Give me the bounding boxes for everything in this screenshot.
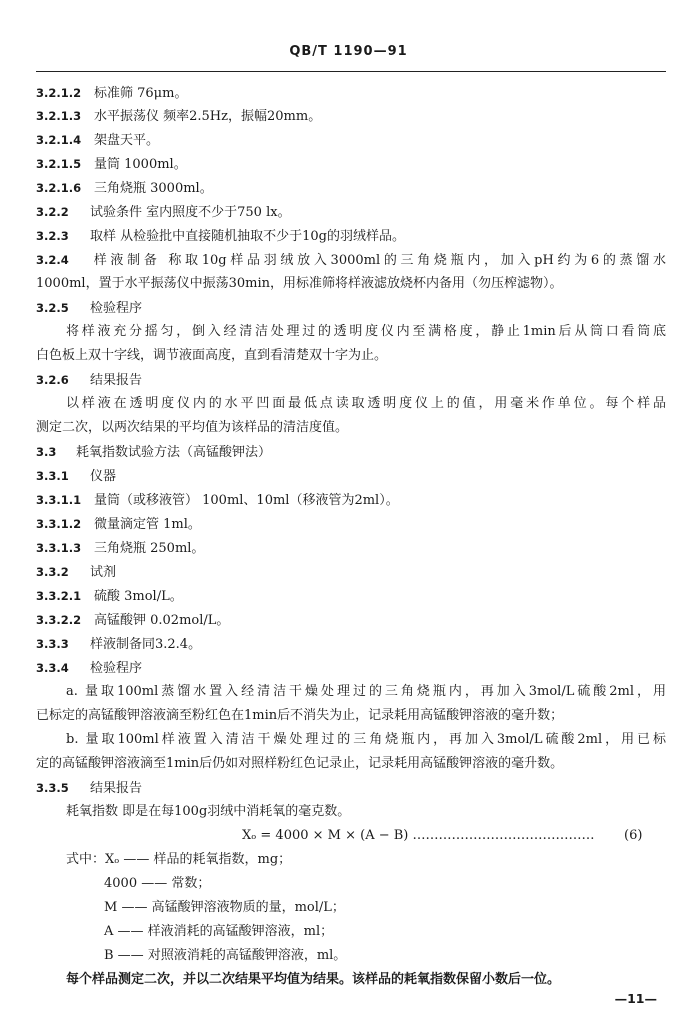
step-a-cont <box>36 707 563 725</box>
clause-number: 3.2.1.4 <box>36 133 82 147</box>
clause-number: 3.2.2 <box>36 205 69 219</box>
clause-text: 检验程序 <box>90 661 143 676</box>
paragraph-line <box>66 395 666 413</box>
clause-text: 微量滴定管 1ml。 <box>94 517 201 532</box>
equation-text: Xₒ = 4000 × M × (A − B) …………………………………… <box>242 828 595 843</box>
clause-text: 仪器 <box>90 469 117 484</box>
clause-number: 3.3.1.3 <box>36 541 82 555</box>
clause-number: 3.3.3 <box>36 637 69 651</box>
line-3-2-4-cont <box>36 275 562 293</box>
clause-number: 3.2.1.3 <box>36 109 82 123</box>
line-3-2-3 <box>36 227 405 246</box>
clause-text: 结果报告 <box>90 781 143 796</box>
clause-text: 将样液充分摇匀，倒入经清洁处理过的透明度仪内至满格度，静止1min后从筒口看筒底 <box>66 324 666 339</box>
clause-text: 水平振荡仪 频率2.5Hz，振幅20mm。 <box>94 109 322 124</box>
line-3-2-1-4 <box>36 131 159 150</box>
clause-text: 硫酸 3mol/L。 <box>94 589 183 604</box>
page-number: —11— <box>614 991 657 1006</box>
clause-text: 样液制备同3.2.4。 <box>90 637 202 652</box>
clause-text: 耗氧指数试验方法（高锰酸钾法） <box>76 445 272 460</box>
clause-number: 3.2.1.2 <box>36 86 82 100</box>
line-3-2-1-6 <box>36 179 213 198</box>
line-3-2-1-5 <box>36 155 187 174</box>
line-3-3-3 <box>36 635 201 654</box>
oxygen-index-definition <box>66 803 350 821</box>
clause-number: 3.3.2 <box>36 565 69 579</box>
line-3-3-1-2 <box>36 515 201 534</box>
line-3-2-1-2 <box>36 84 187 103</box>
clause-number: 3.3.1.1 <box>36 493 82 507</box>
clause-number: 3.3.4 <box>36 661 69 675</box>
line-3-2-2 <box>36 203 291 222</box>
where-line-a: A —— 样液消耗的高锰酸钾溶液，ml； <box>104 924 334 939</box>
line-3-3 <box>36 443 271 462</box>
clause-text: a. 量取100ml蒸馏水置入经清洁干燥处理过的三角烧瓶内，再加入3mol/L硫酸2ml，用 <box>66 684 666 699</box>
clause-text: 架盘天平。 <box>94 133 160 148</box>
clause-number: 3.2.3 <box>36 229 69 243</box>
clause-text: 定的高锰酸钾溶液滴至1min后仍如对照样粉红色记录止，记录耗用高锰酸钾溶液的毫升数。 <box>36 756 564 771</box>
clause-number: 3.3.2.2 <box>36 613 82 627</box>
header-rule <box>36 71 666 72</box>
clause-number: 3.2.4 <box>36 253 69 267</box>
clause-number: 3.3.5 <box>36 781 69 795</box>
clause-text: 测定二次，以两次结果的平均值为该样品的清洁度值。 <box>36 420 349 435</box>
clause-text: 样液制备 称取10g样品羽绒放入3000ml的三角烧瓶内，加入pH约为6的蒸馏水 <box>90 253 666 268</box>
standard-code-header: QB/T 1190—91 <box>289 44 408 59</box>
clause-number: 3.2.1.6 <box>36 181 82 195</box>
where-line-b: B —— 对照液消耗的高锰酸钾溶液，ml。 <box>104 948 347 963</box>
clause-text: 以样液在透明度仪内的水平凹面最低点读取透明度仪上的值，用毫米作单位。每个样品 <box>66 396 666 411</box>
paragraph-line <box>36 419 348 437</box>
line-3-3-1-1 <box>36 491 399 510</box>
line-3-3-2 <box>36 563 116 582</box>
where-line-m: M —— 高锰酸钾溶液物质的量，mol/L； <box>104 900 345 915</box>
paragraph-line <box>36 347 387 365</box>
step-b-cont <box>36 755 563 773</box>
clause-text: 检验程序 <box>90 301 143 316</box>
clause-text: 量筒（或移液管） 100ml、10ml（移液管为2ml）。 <box>94 493 399 508</box>
clause-text: 取样 从检验批中直接随机抽取不少于10g的羽绒样品。 <box>90 229 405 244</box>
step-a-line <box>66 683 666 701</box>
line-3-3-2-1 <box>36 587 183 606</box>
clause-text: 高锰酸钾 0.02mol/L。 <box>94 613 230 628</box>
clause-number: 3.3.1.2 <box>36 517 82 531</box>
clause-text: 试剂 <box>90 565 117 580</box>
line-3-3-2-2 <box>36 611 229 630</box>
clause-number: 3.2.1.5 <box>36 157 82 171</box>
where-line-constant: 4000 —— 常数； <box>104 876 211 891</box>
clause-number: 3.3 <box>36 445 57 459</box>
line-3-2-5 <box>36 299 142 318</box>
clause-text: 试验条件 室内照度不少于750 lx。 <box>90 205 291 220</box>
clause-text: 标准筛 76μm。 <box>94 86 188 101</box>
clause-text: 耗氧指数 即是在每100g羽绒中消耗氧的毫克数。 <box>66 804 351 819</box>
clause-text: 白色板上双十字线，调节液面高度，直到看清楚双十字为止。 <box>36 348 388 363</box>
clause-number: 3.2.5 <box>36 301 69 315</box>
equation-6 <box>242 827 595 845</box>
clause-text: 量筒 1000ml。 <box>94 157 187 172</box>
where-line-xo: 式中：Xₒ —— 样品的耗氧指数，mg； <box>66 852 292 867</box>
clause-text: 已标定的高锰酸钾溶液滴至粉红色在1min后不消失为止，记录耗用高锰酸钾溶液的毫升数； <box>36 708 564 723</box>
clause-number: 3.3.2.1 <box>36 589 82 603</box>
clause-text: b. 量取100ml样液置入清洁干燥处理过的三角烧瓶内，再加入3mol/L硫酸2ml，用已标 <box>66 732 666 747</box>
clause-number: 3.2.6 <box>36 373 69 387</box>
step-b-line <box>66 731 666 749</box>
closing-paragraph: 每个样品测定二次，并以二次结果平均值为结果。该样品的耗氧指数保留小数后一位。 <box>66 972 561 987</box>
equation-number: (6) <box>624 828 643 843</box>
line-3-2-4 <box>36 251 666 270</box>
paragraph-line <box>66 323 666 341</box>
line-3-3-1-3 <box>36 539 204 558</box>
line-3-2-6 <box>36 371 142 390</box>
line-3-3-1 <box>36 467 116 486</box>
clause-number: 3.3.1 <box>36 469 69 483</box>
line-3-3-4 <box>36 659 142 678</box>
clause-text: 三角烧瓶 3000ml。 <box>94 181 213 196</box>
line-3-3-5 <box>36 779 142 798</box>
clause-text: 三角烧瓶 250ml。 <box>94 541 205 556</box>
line-3-2-1-3 <box>36 107 321 126</box>
clause-text: 结果报告 <box>90 373 143 388</box>
clause-text: 1000ml，置于水平振荡仪中振荡30min，用标准筛将样液滤放烧杯内备用（勿压榨滤物）。 <box>36 276 563 291</box>
